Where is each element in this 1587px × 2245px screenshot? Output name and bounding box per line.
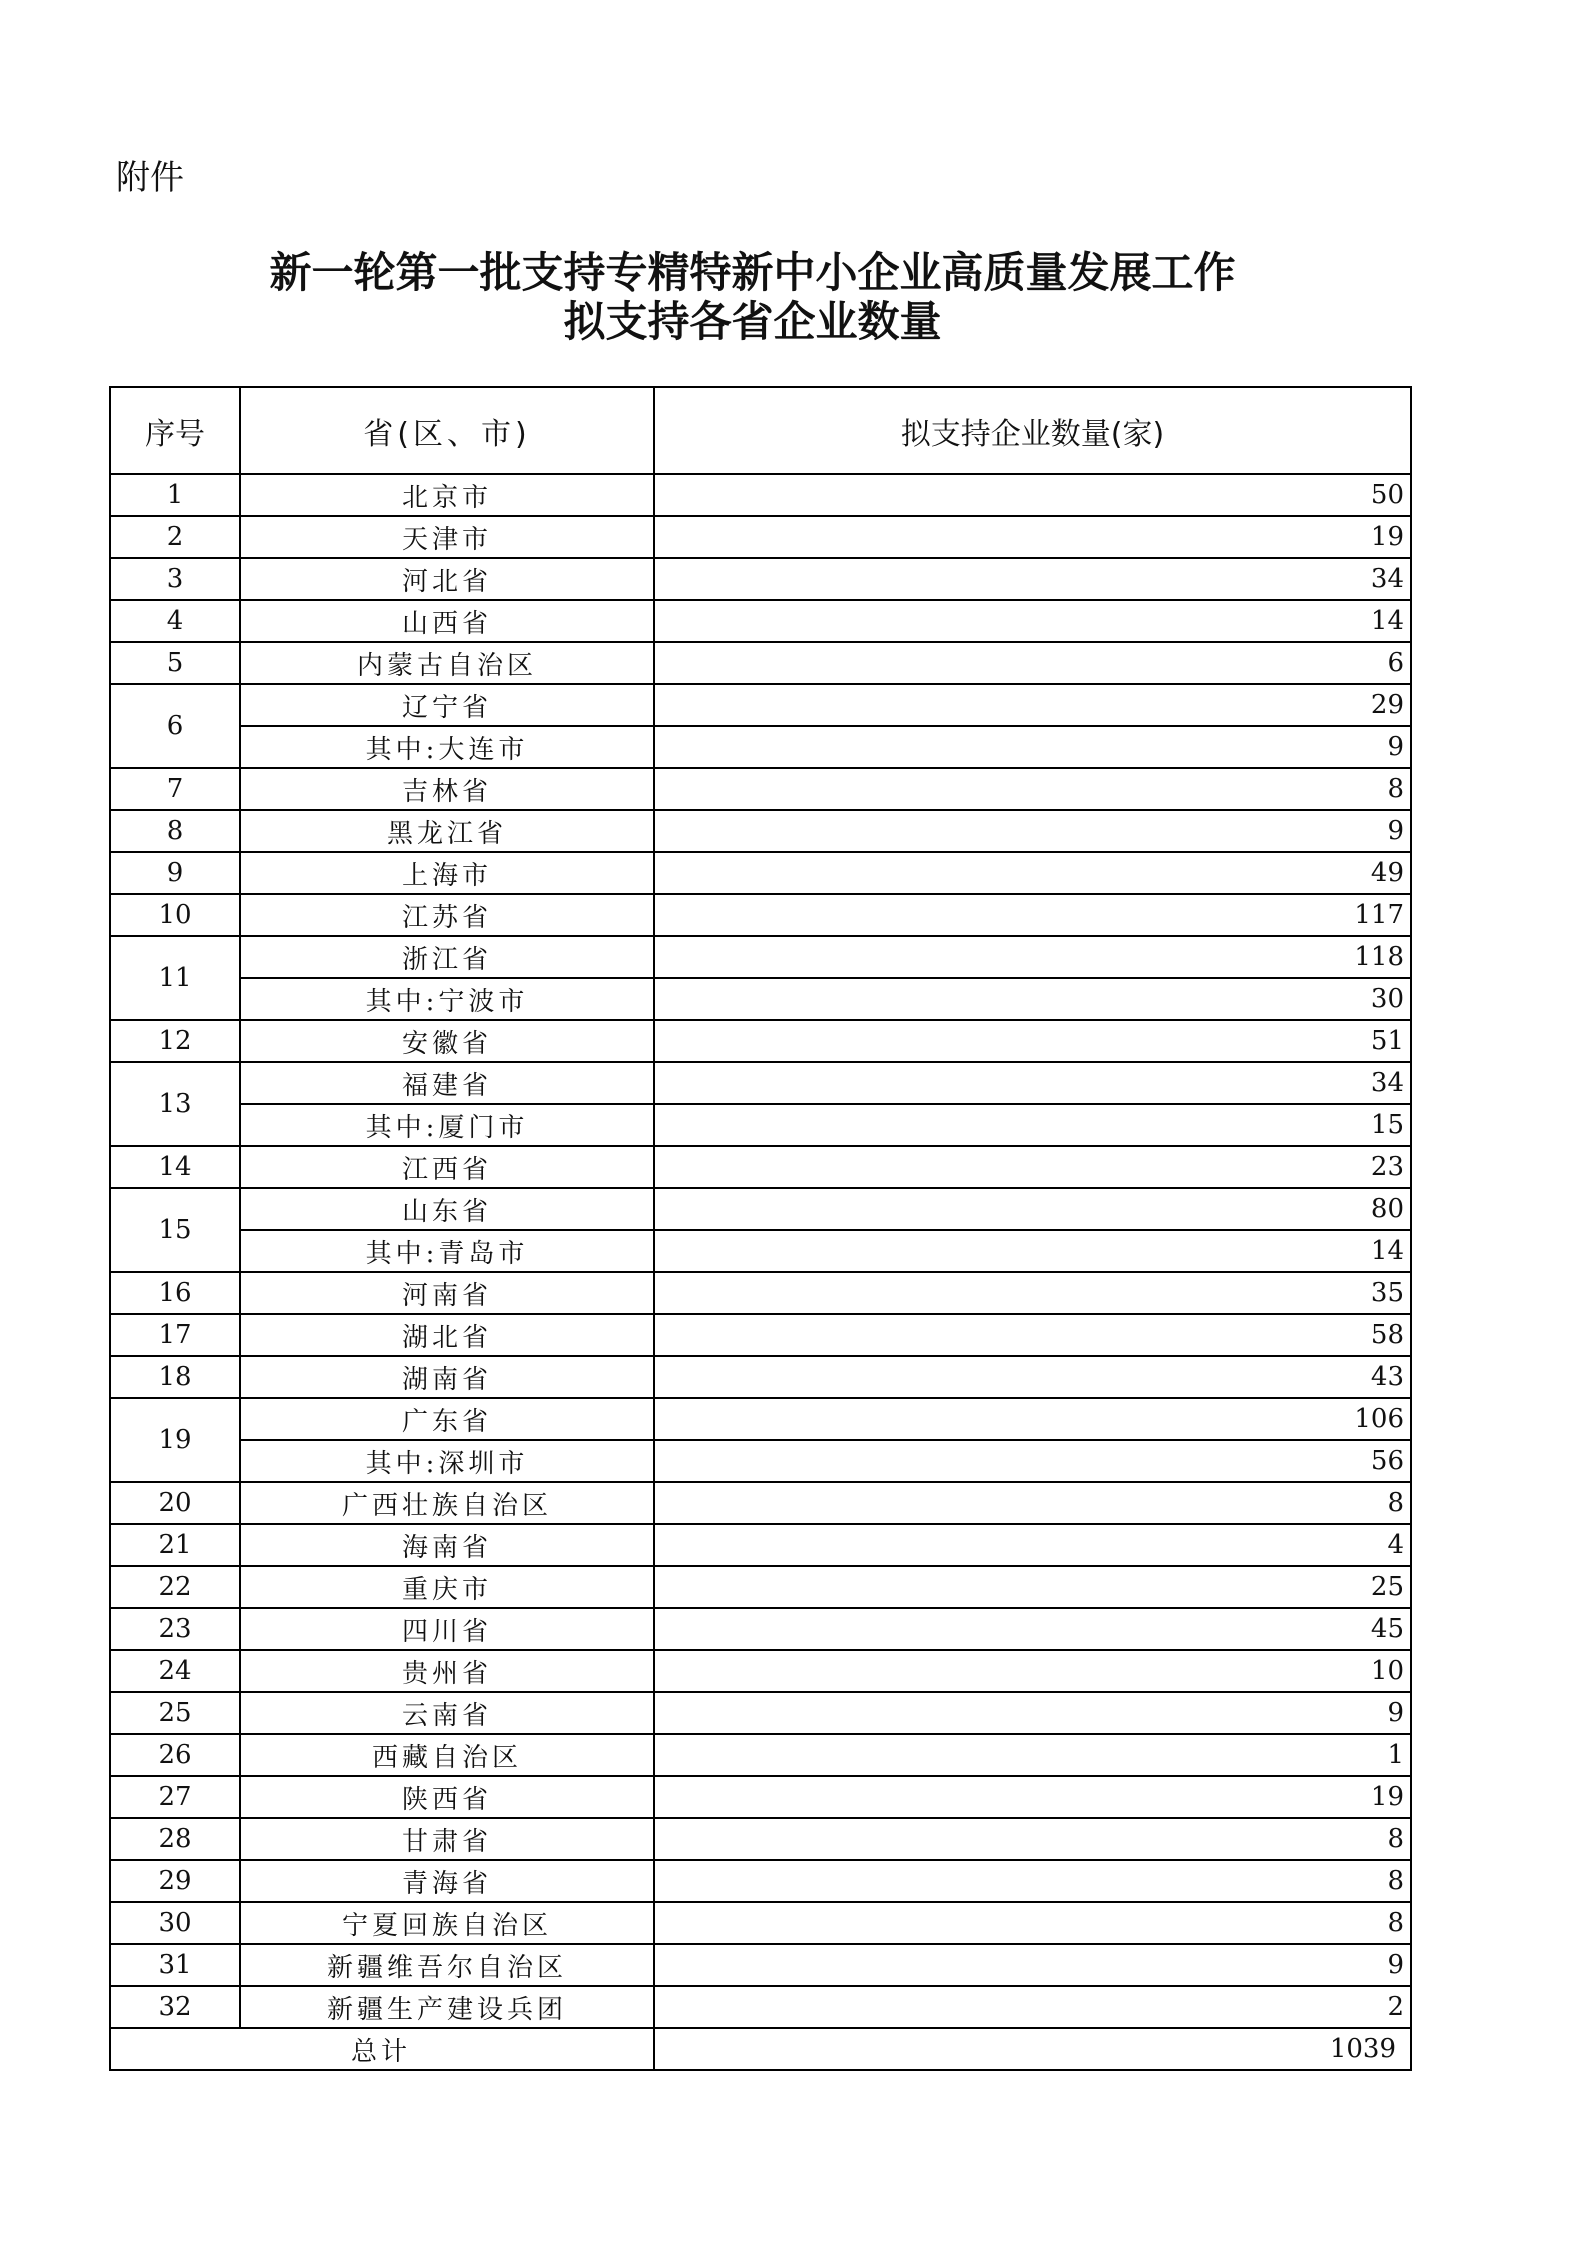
row-serial: 30 [110,1902,240,1944]
row-province: 广东省 [240,1398,654,1440]
row-serial: 7 [110,768,240,810]
row-province: 宁夏回族自治区 [240,1902,654,1944]
row-province: 江西省 [240,1146,654,1188]
total-label: 总计 [110,2028,654,2070]
row-count: 10 [654,1650,1411,1692]
row-count: 51 [654,1020,1411,1062]
row-province: 上海市 [240,852,654,894]
table-row [110,1524,1411,1566]
row-count: 23 [654,1146,1411,1188]
row-serial: 1 [110,474,240,516]
row-serial: 19 [110,1398,240,1482]
row-count: 6 [654,642,1411,684]
row-count: 14 [654,600,1411,642]
row-serial: 27 [110,1776,240,1818]
row-serial: 22 [110,1566,240,1608]
row-serial: 5 [110,642,240,684]
row-province: 河南省 [240,1272,654,1314]
table-row [110,1188,1411,1230]
row-count: 14 [654,1230,1411,1272]
row-count: 19 [654,516,1411,558]
row-count: 9 [654,726,1411,768]
row-count: 9 [654,1944,1411,1986]
table-row [110,1314,1411,1356]
table-row [110,1650,1411,1692]
row-province: 陕西省 [240,1776,654,1818]
row-count: 25 [654,1566,1411,1608]
table-row [110,1692,1411,1734]
row-count: 80 [654,1188,1411,1230]
header-serial: 序号 [110,387,240,474]
row-province: 云南省 [240,1692,654,1734]
row-province: 四川省 [240,1608,654,1650]
table-row [110,1608,1411,1650]
row-count: 34 [654,1062,1411,1104]
row-province: 山西省 [240,600,654,642]
row-province: 重庆市 [240,1566,654,1608]
row-count: 49 [654,852,1411,894]
row-count: 34 [654,558,1411,600]
row-serial: 20 [110,1482,240,1524]
row-serial: 24 [110,1650,240,1692]
table-row [110,1566,1411,1608]
row-serial: 31 [110,1944,240,1986]
table-header-row [110,387,1411,474]
row-province: 安徽省 [240,1020,654,1062]
table-subrow [110,978,1411,1020]
row-province: 黑龙江省 [240,810,654,852]
row-count: 29 [654,684,1411,726]
row-count: 19 [654,1776,1411,1818]
table-row [110,1986,1411,2028]
row-count: 58 [654,1314,1411,1356]
table-row [110,852,1411,894]
row-count: 2 [654,1986,1411,2028]
table-row [110,600,1411,642]
row-province: 福建省 [240,1062,654,1104]
row-count: 9 [654,1692,1411,1734]
row-count: 45 [654,1608,1411,1650]
row-serial: 23 [110,1608,240,1650]
row-province: 新疆生产建设兵团 [240,1986,654,2028]
table-row [110,1818,1411,1860]
row-count: 8 [654,1860,1411,1902]
row-serial: 25 [110,1692,240,1734]
row-count: 4 [654,1524,1411,1566]
row-province: 湖北省 [240,1314,654,1356]
row-serial: 6 [110,684,240,768]
table-subrow [110,1230,1411,1272]
row-count: 50 [654,474,1411,516]
header-province: 省(区、市) [240,387,654,474]
row-serial: 13 [110,1062,240,1146]
table-subrow [110,1104,1411,1146]
total-value: 1039 [654,2028,1411,2070]
row-serial: 10 [110,894,240,936]
table-row [110,1902,1411,1944]
table-row [110,1146,1411,1188]
table-row [110,1776,1411,1818]
row-province: 其中:厦门市 [240,1104,654,1146]
row-serial: 32 [110,1986,240,2028]
row-serial: 11 [110,936,240,1020]
row-count: 8 [654,768,1411,810]
row-serial: 9 [110,852,240,894]
row-serial: 8 [110,810,240,852]
table-row [110,1734,1411,1776]
row-serial: 12 [110,1020,240,1062]
row-province: 新疆维吾尔自治区 [240,1944,654,1986]
row-serial: 28 [110,1818,240,1860]
row-province: 海南省 [240,1524,654,1566]
table-subrow [110,1440,1411,1482]
row-province: 北京市 [240,474,654,516]
row-province: 吉林省 [240,768,654,810]
enterprise-count-table [109,386,1412,2071]
row-province: 江苏省 [240,894,654,936]
row-province: 浙江省 [240,936,654,978]
row-province: 贵州省 [240,1650,654,1692]
row-province: 天津市 [240,516,654,558]
row-province: 其中:深圳市 [240,1440,654,1482]
table-row [110,1062,1411,1104]
row-province: 内蒙古自治区 [240,642,654,684]
row-province: 辽宁省 [240,684,654,726]
table-row [110,768,1411,810]
row-serial: 26 [110,1734,240,1776]
table-row [110,558,1411,600]
row-serial: 3 [110,558,240,600]
row-count: 30 [654,978,1411,1020]
table-row [110,1398,1411,1440]
table-row [110,684,1411,726]
row-count: 8 [654,1818,1411,1860]
row-count: 117 [654,894,1411,936]
row-count: 8 [654,1482,1411,1524]
total-row [110,2028,1411,2070]
page-title-line1: 新一轮第一批支持专精特新中小企业高质量发展工作 [269,248,1236,297]
row-province: 湖南省 [240,1356,654,1398]
row-province: 其中:青岛市 [240,1230,654,1272]
table-row [110,474,1411,516]
table-row [110,516,1411,558]
row-count: 106 [654,1398,1411,1440]
table-row [110,1020,1411,1062]
row-province: 甘肃省 [240,1818,654,1860]
row-count: 118 [654,936,1411,978]
table-row [110,1482,1411,1524]
table-body [110,474,1411,2028]
table-row [110,1860,1411,1902]
row-serial: 4 [110,600,240,642]
row-count: 43 [654,1356,1411,1398]
header-count: 拟支持企业数量(家) [654,387,1411,474]
row-serial: 17 [110,1314,240,1356]
row-serial: 18 [110,1356,240,1398]
page-title-line2: 拟支持各省企业数量 [563,297,942,346]
table-row [110,642,1411,684]
table-subrow [110,726,1411,768]
row-province: 山东省 [240,1188,654,1230]
row-serial: 16 [110,1272,240,1314]
row-province: 广西壮族自治区 [240,1482,654,1524]
row-serial: 2 [110,516,240,558]
row-serial: 29 [110,1860,240,1902]
row-province: 西藏自治区 [240,1734,654,1776]
table-row [110,894,1411,936]
row-count: 9 [654,810,1411,852]
attachment-label: 附件 [116,158,184,198]
row-count: 35 [654,1272,1411,1314]
row-province: 河北省 [240,558,654,600]
table-row [110,1356,1411,1398]
row-serial: 15 [110,1188,240,1272]
row-serial: 21 [110,1524,240,1566]
row-count: 1 [654,1734,1411,1776]
table-row [110,1944,1411,1986]
row-count: 56 [654,1440,1411,1482]
row-province: 青海省 [240,1860,654,1902]
table-row [110,810,1411,852]
table-row [110,936,1411,978]
table-row [110,1272,1411,1314]
row-count: 15 [654,1104,1411,1146]
row-province: 其中:宁波市 [240,978,654,1020]
row-province: 其中:大连市 [240,726,654,768]
row-count: 8 [654,1902,1411,1944]
row-serial: 14 [110,1146,240,1188]
